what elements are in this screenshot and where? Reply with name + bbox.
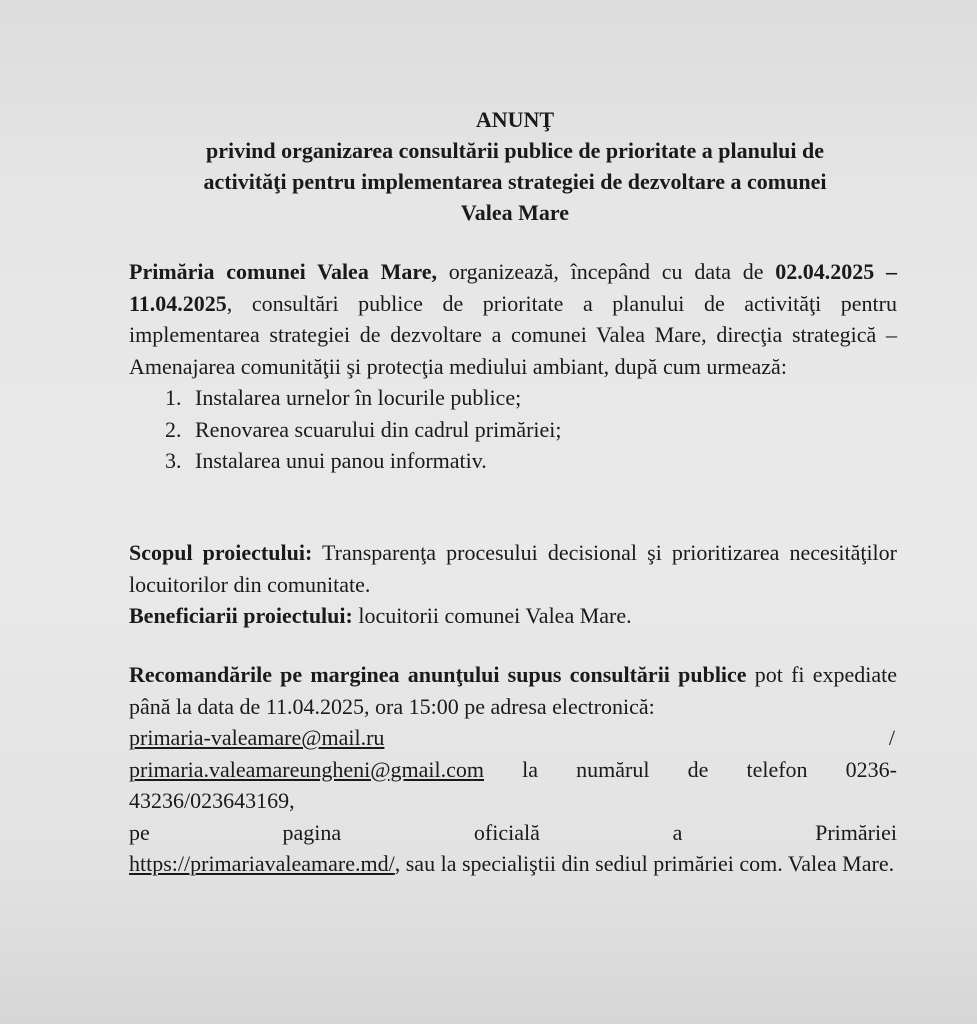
organizer-name: Primăria comunei Valea Mare, <box>129 259 437 284</box>
beneficiaries-text: locuitorii comunei Valea Mare. <box>352 603 632 628</box>
announcement-subtitle-line-2: activităţi pentru implementarea strategiei de dezvoltare a comunei <box>203 169 827 194</box>
scope-section <box>129 537 897 632</box>
email-line <box>129 722 897 754</box>
word-pe: pe <box>129 819 150 845</box>
email-separator: / <box>888 725 895 750</box>
scope-text: Transparenţa procesului decisional şi prioritizarea necesităţilor locuitorilor din comunitate. <box>129 540 897 597</box>
official-page-line <box>129 817 897 849</box>
scope-label: Scopul proiectului: <box>129 540 313 565</box>
announcement-title: ANUNŢ <box>475 107 555 132</box>
intro-text-part-1: organizează, începând cu data de <box>436 259 776 284</box>
recommendations-paragraph <box>129 659 897 722</box>
closing-paragraph <box>129 848 897 880</box>
task-list-item: 1. Instalarea urnelor în locurile publice; <box>187 382 897 414</box>
recommendations-section <box>129 659 897 880</box>
scope-paragraph <box>129 537 897 600</box>
word-primariei: Primăriei <box>815 819 897 845</box>
beneficiaries-label: Beneficiarii proiectului: <box>129 603 353 628</box>
website-link[interactable]: https://primariavaleamare.md/ <box>129 851 395 876</box>
announcement-subtitle-line-3: Valea Mare <box>460 200 570 225</box>
announcement-subtitle-line-1: privind organizarea consultării publice de prioritate a planului de <box>205 138 825 163</box>
task-list-item: 3. Instalarea unui panou informativ. <box>187 445 897 477</box>
task-list <box>129 382 897 477</box>
email-link-mail-ru[interactable]: primaria-valeamare@mail.ru <box>129 725 385 750</box>
recommendations-label: Recomandările pe marginea anunţului supus consultării publice <box>129 662 747 687</box>
word-oficiala: oficială <box>473 819 540 845</box>
email-link-gmail[interactable]: primaria.valeamareungheni@gmail.com <box>129 756 485 782</box>
intro-section <box>129 256 897 477</box>
contact-paragraph <box>129 754 897 817</box>
announcement-heading <box>120 104 910 228</box>
task-list-item: 2. Renovarea scuarului din cadrul primăriei; <box>187 414 897 446</box>
recommendations-text-1: pot fi expediate până la data de 11.04.2025, ora 15:00 pe adresa electronică: <box>129 662 897 719</box>
closing-text: , sau la specialiştii din sediul primăriei com. Valea Mare. <box>394 851 895 876</box>
beneficiaries-paragraph <box>129 600 897 632</box>
intro-paragraph <box>129 256 897 382</box>
word-a: a <box>672 819 683 845</box>
phone-text: la numărul de telefon 0236-43236/023643169, <box>129 756 897 813</box>
word-pagina: pagina <box>282 819 342 845</box>
intro-text-part-2: , consultări publice de prioritate a planului de activităţi pentru implementarea strategiei de dezvoltare a comunei Valea Mare, direcţia strategică – Amenajarea comunităţii şi protecţia mediului ambiant, după cum urmează: <box>129 290 897 379</box>
consultation-period: 02.04.2025 –11.04.2025 <box>129 259 898 316</box>
